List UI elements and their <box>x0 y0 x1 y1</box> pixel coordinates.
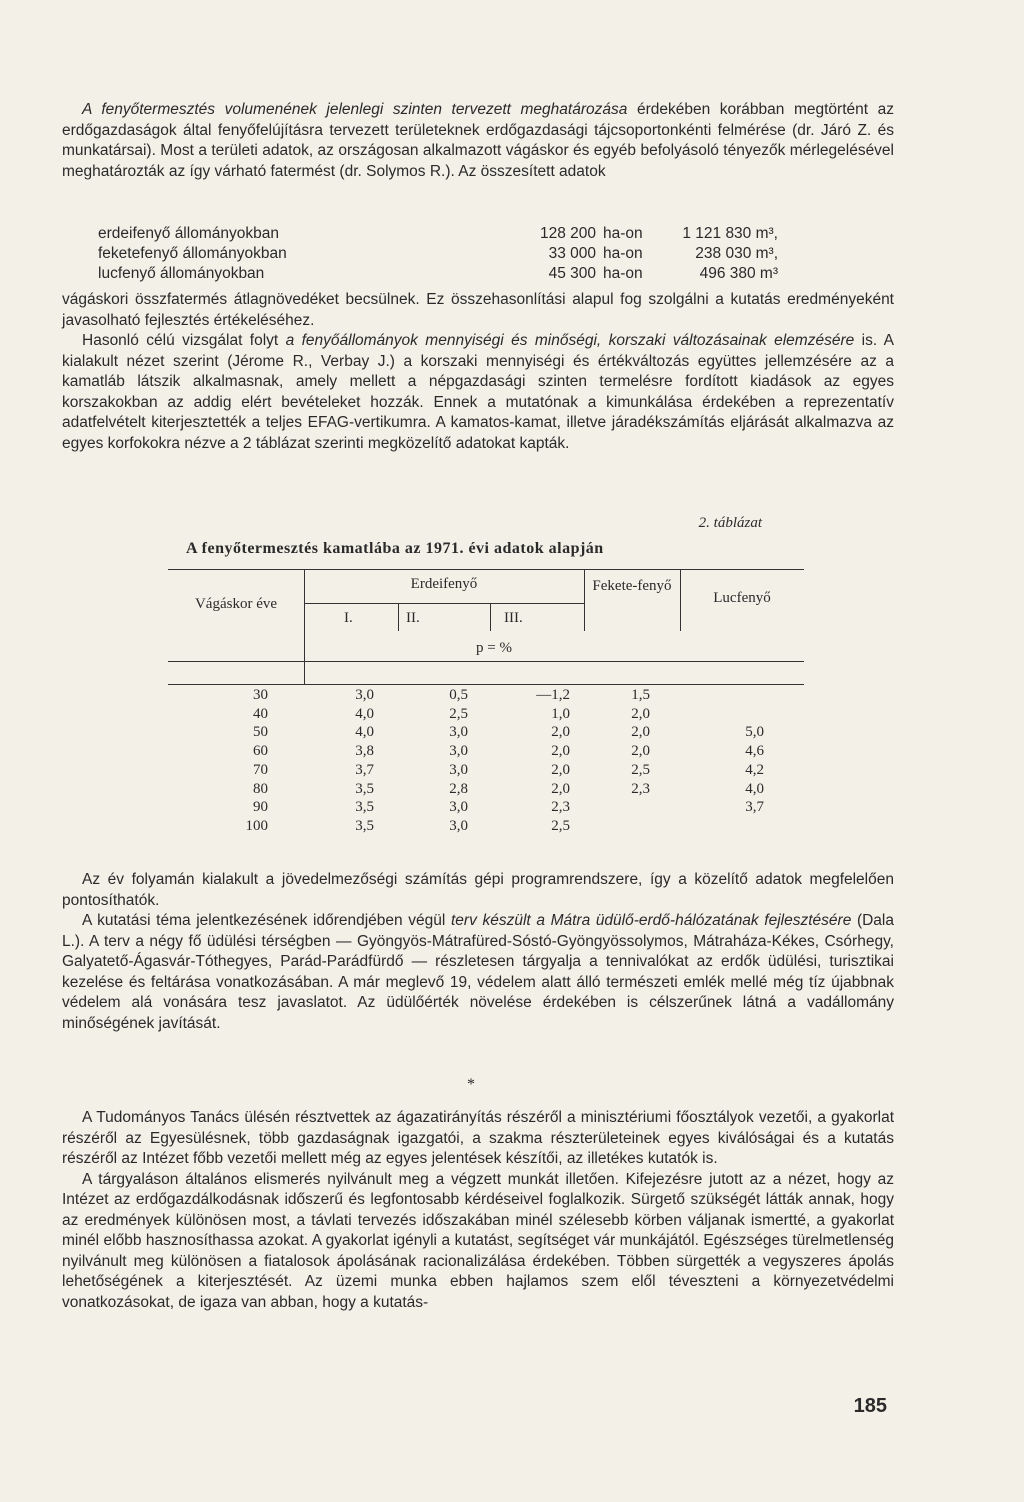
table-rule <box>168 661 804 662</box>
section-separator: * <box>467 1076 475 1093</box>
header-erdeifenyo: Erdeifenyő <box>410 576 478 592</box>
table-cell: 50 <box>253 724 268 741</box>
table-cell: 4,0 <box>355 705 374 722</box>
stand-label: erdeifenyő állományokban <box>98 225 279 242</box>
paragraph-text: is. A kialakult nézet szerint (Jérome R., Verbay J.) a korszaki mennyiségi és értékváltozás együttes jellemzésére az a kamatláb látszik alkalmasnak, amely mellett a népgazdasági szinten termelésre fordított kiadások az egyes korszakokban az addig elért bevételeket hozzák. Ennek a mutatónak a kimunkálása érdekében a reprezentatív adatfelvételt kiterjesztették a teljes EFAG-vertikumra. A kamatos-kamat, illetve járadékszámítás eljárását alkalmazva az egyes korfokokra nézve a 2 táblázat szerinti megközelítő adatokat kapták. <box>62 332 894 452</box>
table-cell: 3,8 <box>355 743 374 760</box>
table-cell: 2,3 <box>631 780 650 797</box>
stand-row <box>98 264 798 284</box>
table-cell: 3,0 <box>449 743 468 760</box>
table-cell: 3,0 <box>449 799 468 816</box>
stand-volume: 496 380 m³ <box>699 265 778 282</box>
table-cell: 60 <box>253 743 268 760</box>
stand-volume: 238 030 m³, <box>695 245 778 262</box>
paragraph-text: A Tudományos Tanács ülésén résztvettek az ágazatirányítás részéről a minisztériumi főosztályok vezetői, a gyakorlat részéről az Egyesülésnek, több gazdaságnak igazgatói, a szakma részterületeinek egyes kiválóságai és a kutatás részéről az Intézet főbb vezetői mellett még az egyes jelentések készítői, az illetékes kutatók is. <box>62 1109 894 1167</box>
stand-area: 45 300 <box>548 265 596 282</box>
table-cell: 3,0 <box>449 724 468 741</box>
table-cell: 2,0 <box>551 724 570 741</box>
table-row <box>168 687 804 706</box>
table-cell: 3,7 <box>355 761 374 778</box>
table-cell: 3,5 <box>355 817 374 834</box>
table-row <box>168 818 804 837</box>
paragraph-text: A tárgyaláson általános elismerés nyilvánult meg a végzett munkát illetően. Kifejezésre jutott az a nézet, hogy az Intézet az erdőgazdálkodásnak időszerű és legfontosabb kérdéseivel foglalkozik. Sürgető szükségét látták annak, hogy az eredmények különösen most, a távlati tervezés időszakában minél szélesebb körben váljanak ismertté, a gyakorlat minél előbb hasznosíthassa azokat. A gyakorlat igényli a kutatást, segítséget vár munkájától. Egészséges türelmetlenség nyilvánult meg különösen a fiatalosok ápolásának racionalizálása érdekében. Többen sürgették a vegyszeres ápolás lehetőségének a kiterjesztését. Az üzemi munka ebben hajlamos szem elől téveszteni a környezetvédelmi vonatkozásokat, de igaza van abban, hogy a kutatás- <box>62 1170 894 1311</box>
table-cell: 1,5 <box>631 687 650 703</box>
table-cell: 2,0 <box>551 780 570 797</box>
table-rule <box>168 684 804 685</box>
interest-rate-table <box>168 569 804 849</box>
table-cell: 2,0 <box>631 705 650 722</box>
table-title: A fenyőtermesztés kamatlába az 1971. évi adatok alapján <box>186 540 604 557</box>
table-cell: 4,2 <box>745 761 764 778</box>
stand-label: lucfenyő állományokban <box>98 265 265 282</box>
intro-text: érdekében korábban megtörtént az erdőgazdaságok által fenyőfelújításra tervezett területeknek erdőgazdasági tájcsoportonkénti felmérése (dr. Járó Z. és munkatársai). Most a területi adatok, az országosan alkalmazott vágáskor és egyéb befolyásoló tényezők mérlegelésével meghatározták az így várható fatermést (dr. Solymos R.). Az összesített adatok <box>62 101 895 180</box>
page-number: 185 <box>853 1395 887 1417</box>
table-cell: 2,5 <box>449 705 468 722</box>
table-row <box>168 799 804 818</box>
table-cell: 3,7 <box>745 799 764 816</box>
table-cell: 3,0 <box>449 817 468 834</box>
table-cell: 2,0 <box>551 761 570 778</box>
stand-unit: ha-on <box>603 265 643 282</box>
table-cell: 1,0 <box>551 705 570 722</box>
table-cell: 3,5 <box>355 799 374 816</box>
paragraph-text: Hasonló célú vizsgálat folyt <box>82 332 286 349</box>
table-cell: 2,5 <box>551 817 570 834</box>
header-sub-ii: II. <box>406 610 420 626</box>
table-cell: 2,0 <box>631 724 650 741</box>
paragraph-text: Az év folyamán kialakult a jövedelmezőségi számítás gépi programrendszere, így a közelítő adatok megfelelően pontosíthatók. <box>62 871 894 909</box>
header-feketefenyo: Fekete-fenyő <box>592 578 672 594</box>
stand-row <box>98 224 798 244</box>
table-row <box>168 743 804 762</box>
table-cell: 30 <box>253 687 268 703</box>
paragraph-intro <box>62 100 894 182</box>
table-cell: 3,5 <box>355 780 374 797</box>
stand-row <box>98 244 798 264</box>
table-row <box>168 706 804 725</box>
header-lucfenyo: Lucfenyő <box>713 590 771 606</box>
paragraph-italic: a fenyőállományok mennyiségi és minőségi, korszaki változásainak elemzésére <box>285 332 855 349</box>
table-cell: —1,2 <box>536 687 570 703</box>
table-cell: 2,3 <box>551 799 570 816</box>
header-sub-i: I. <box>344 610 353 626</box>
table-cell: 70 <box>253 761 268 778</box>
table-cell: 40 <box>253 705 268 722</box>
header-sub-iii: III. <box>504 610 523 626</box>
paragraph-kamatlab <box>62 290 894 454</box>
table-row <box>168 781 804 800</box>
paragraph-text: (Dala L.). A terv a négy fő üdülési térségben — Gyöngyös-Mátrafüred-Sóstó-Gyöngyössolymos, Mátraháza-Kékes, Csórhegy, Galyatető-Ágasvár-Tóthegyes, Parád-Parádfürdő — részletesen tárgyalja a tennivalókat az erdők üdülési, turisztikai kezelése és feltárása vonatkozásában. A már meglevő 19, védelem alatt álló természeti emlék mellé még tíz újabbnak védelem alá vonására tesz javaslatot. Az üdülőérték növelése érdekében is célszerűnek látná a vadállomány minőségének javítását. <box>62 912 894 1032</box>
table-rule <box>168 569 804 570</box>
unit-row: p = % <box>476 640 512 656</box>
table-cell: 2,0 <box>631 743 650 760</box>
table-cell: 4,6 <box>745 743 764 760</box>
intro-lead: A fenyőtermesztés volumenének jelenlegi szinten tervezett meghatározása <box>82 101 628 118</box>
table-cell: 2,5 <box>631 761 650 778</box>
paragraph-council <box>62 1108 894 1313</box>
table-cell: 3,0 <box>449 761 468 778</box>
stand-unit: ha-on <box>603 225 643 242</box>
stand-list <box>98 224 798 284</box>
header-age: Vágáskor éve <box>194 596 278 612</box>
stand-volume: 1 121 830 m³, <box>682 225 778 242</box>
table-cell: 4,0 <box>355 724 374 741</box>
table-cell: 3,0 <box>355 687 374 703</box>
stand-area: 128 200 <box>539 225 596 242</box>
paragraph-matra <box>62 870 894 1034</box>
stand-label: feketefenyő állományokban <box>98 245 287 262</box>
table-row <box>168 762 804 781</box>
table-cell: 80 <box>253 780 268 797</box>
table-cell: 4,0 <box>745 780 764 797</box>
paragraph-italic: terv készült a Mátra üdülő-erdő-hálózatának fejlesztésére <box>450 912 852 929</box>
table-row <box>168 724 804 743</box>
table-label: 2. táblázat <box>698 515 762 531</box>
paragraph-text: vágáskori összfatermés átlagnövedéket becsülnek. Ez összehasonlítási alapul fog szolgálni a kutatás eredményeként javasolható fejlesztés értékeléséhez. <box>62 291 894 329</box>
table-cell: 2,8 <box>449 780 468 797</box>
stand-area: 33 000 <box>548 245 596 262</box>
stand-unit: ha-on <box>603 245 643 262</box>
table-rule <box>304 603 584 604</box>
table-cell: 90 <box>253 799 268 816</box>
table-divider <box>584 569 585 631</box>
table-cell: 5,0 <box>745 724 764 741</box>
table-cell: 0,5 <box>449 687 468 703</box>
table-cell: 100 <box>245 817 268 834</box>
paragraph-text: A kutatási téma jelentkezésének időrendjében végül <box>82 912 451 929</box>
table-cell: 2,0 <box>551 743 570 760</box>
